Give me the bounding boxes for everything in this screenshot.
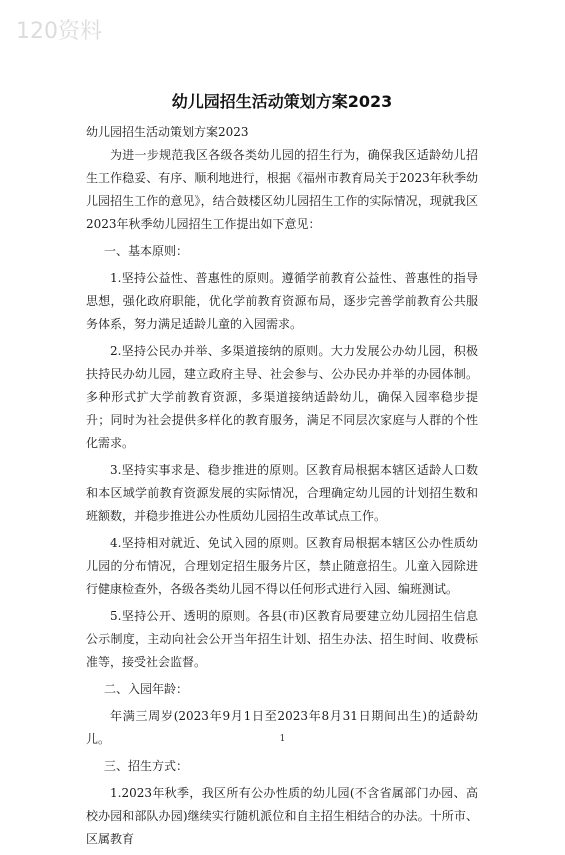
principle-3-paragraph: 3.坚持实事求是、稳步推进的原则。区教育局根据本辖区适龄人口数和本区域学前教育资源发展的实际情况，合理确定幼儿园的计划招生数和班额数，并稳步推进公办性质幼儿园招生改革试点工作。 [86,463,478,523]
section-heading-method: 三、招生方式： [104,759,189,773]
document-subtitle: 幼儿园招生活动策划方案2023 [86,125,249,139]
principle-5-paragraph: 5.坚持公开、透明的原则。各县(市)区教育局要建立幼儿园招生信息公示制度，主动向社会公开当年招生计划、招生办法、招生时间、收费标准等，接受社会监督。 [86,609,478,669]
section-heading-principles: 一、基本原则： [104,244,189,258]
principle-4-paragraph: 4.坚持相对就近、免试入园的原则。区教育局根据本辖区公办性质幼儿园的分布情况，合理划定招生服务片区，禁止随意招生。儿童入园除进行健康检查外，各级各类幼儿园不得以任何形式进行入园、编班测试。 [86,536,478,596]
page-number: 1 [279,734,286,744]
principle-2-paragraph: 2.坚持公民办并举、多渠道接纳的原则。大力发展公办幼儿园，积极扶持民办幼儿园，建立政府主导、社会参与、公办民办并举的办园体制。多种形式扩大学前教育资源，多渠道接纳适龄幼儿，确保入园率稳步提升；同时为社会提供多样化的教育服务，满足不同层次家庭与人群的个性化需求。 [86,344,478,450]
intro-paragraph: 为进一步规范我区各级各类幼儿园的招生行为，确保我区适龄幼儿招生工作稳妥、有序、顺利地进行，根据《福州市教育局关于2023年秋季幼儿园招生工作的意见》，结合鼓楼区幼儿园招生工作的实际情况，现就我区2023年秋季幼儿园招生工作提出如下意见： [86,148,478,231]
principle-1-paragraph: 1.坚持公益性、普惠性的原则。遵循学前教育公益性、普惠性的指导思想，强化政府职能，优化学前教育资源布局，逐步完善学前教育公共服务体系，努力满足适龄儿童的入园需求。 [86,271,478,331]
age-paragraph: 年满三周岁(2023年9月1日至2023年8月31日期间出生)的适龄幼儿。 [86,709,478,746]
method-1-paragraph: 1.2023年秋季，我区所有公办性质的幼儿园(不含省属部门办园、高校办园和部队办园)继续实行随机派位和自主招生相结合的办法。十所市、区属教育 [86,786,478,846]
section-heading-age: 二、入园年龄： [104,682,189,696]
watermark-logo: 120资料 [16,19,102,44]
document-title: 幼儿园招生活动策划方案2023 [171,92,393,111]
